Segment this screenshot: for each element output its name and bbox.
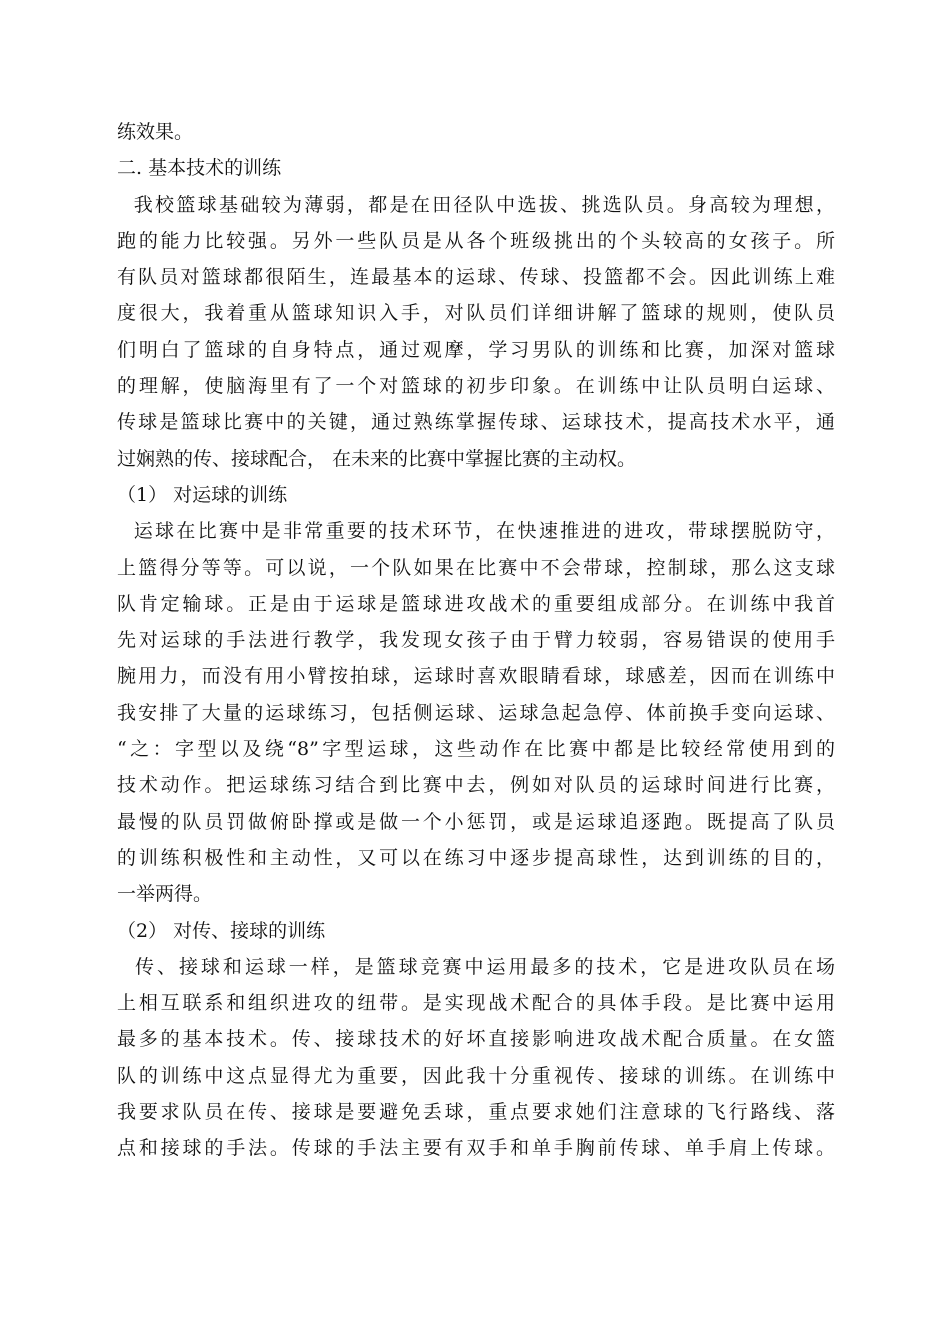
paragraph-line: 我安排了大量的运球练习，包括侧运球、运球急起急停、体前换手变向运球、 (117, 701, 835, 724)
paragraph-line: 上相互联系和组织进攻的纽带。是实现战术配合的具体手段。是比赛中运用 (117, 992, 835, 1015)
paragraph-line: 上篮得分等等。可以说，一个队如果在比赛中不会带球，控制球，那么这支球 (117, 556, 835, 579)
paragraph-line: 跑的能力比较强。另外一些队员是从各个班级挑出的个头较高的女孩子。所 (117, 229, 835, 252)
paragraph-line: 传球是篮球比赛中的关键，通过熟练掌握传球、运球技术，提高技术水平，通 (117, 411, 835, 434)
paragraph-line: “之：字型以及绕“8”字型运球，这些动作在比赛中都是比较经常使用到的 (117, 738, 835, 761)
continuation-text: 练效果。 (117, 121, 194, 143)
paragraph-line: 有队员对篮球都很陌生，连最基本的运球、传球、投篮都不会。因此训练上难 (117, 266, 835, 289)
paragraph-line: 最慢的队员罚做俯卧撑或是做一个小惩罚，或是运球追逐跑。既提高了队员 (117, 810, 835, 833)
paragraph-line: 过娴熟的传、接球配合， 在未来的比赛中掌握比赛的主动权。 (117, 447, 637, 470)
paragraph-line: 我校篮球基础较为薄弱，都是在田径队中选拔、挑选队员。身高较为理想， (117, 193, 835, 216)
paragraph-line: 队的训练中这点显得尤为重要，因此我十分重视传、接球的训练。在训练中 (117, 1064, 835, 1087)
paragraph-line: 技术动作。把运球练习结合到比赛中去，例如对队员的运球时间进行比赛， (117, 774, 835, 797)
paragraph-line: 最多的基本技术。传、接球技术的好坏直接影响进攻战术配合质量。在女篮 (117, 1028, 835, 1051)
paragraph-line: 点和接球的手法。传球的手法主要有双手和单手胸前传球、单手肩上传球。 (117, 1137, 835, 1160)
subheading-passing: （2） 对传、接球的训练 (117, 919, 326, 942)
paragraph-line: 运球在比赛中是非常重要的技术环节，在快速推进的进攻，带球摆脱防守， (117, 520, 835, 543)
paragraph-line: 传、接球和运球一样，是篮球竞赛中运用最多的技术，它是进攻队员在场 (117, 955, 835, 978)
paragraph-line: 度很大，我着重从篮球知识入手，对队员们详细讲解了篮球的规则，使队员 (117, 302, 835, 325)
subheading-dribble: （1） 对运球的训练 (117, 483, 288, 506)
paragraph-dribble (117, 513, 835, 912)
paragraph-line: 们明白了篮球的自身特点，通过观摩，学习男队的训练和比赛，加深对篮球 (117, 338, 835, 361)
section-heading: 二. 基本技术的训练 (117, 157, 282, 180)
paragraph-passing (117, 949, 835, 1167)
document-page (117, 114, 835, 1167)
paragraph-line: 的理解，使脑海里有了一个对篮球的初步印象。在训练中让队员明白运球、 (117, 375, 835, 398)
paragraph-line: 队肯定输球。正是由于运球是篮球进攻战术的重要组成部分。在训练中我首 (117, 592, 835, 615)
paragraph-intro (117, 187, 835, 477)
paragraph-line: 我要求队员在传、接球是要避免丢球，重点要求她们注意球的飞行路线、落 (117, 1101, 835, 1124)
paragraph-line: 腕用力，而没有用小臂按拍球，运球时喜欢眼睛看球，球感差，因而在训练中 (117, 665, 835, 688)
paragraph-line: 一举两得。 (117, 883, 213, 906)
paragraph-line: 的训练积极性和主动性，又可以在练习中逐步提高球性，达到训练的目的， (117, 846, 835, 869)
paragraph-line: 先对运球的手法进行教学，我发现女孩子由于臂力较弱，容易错误的使用手 (117, 629, 835, 652)
